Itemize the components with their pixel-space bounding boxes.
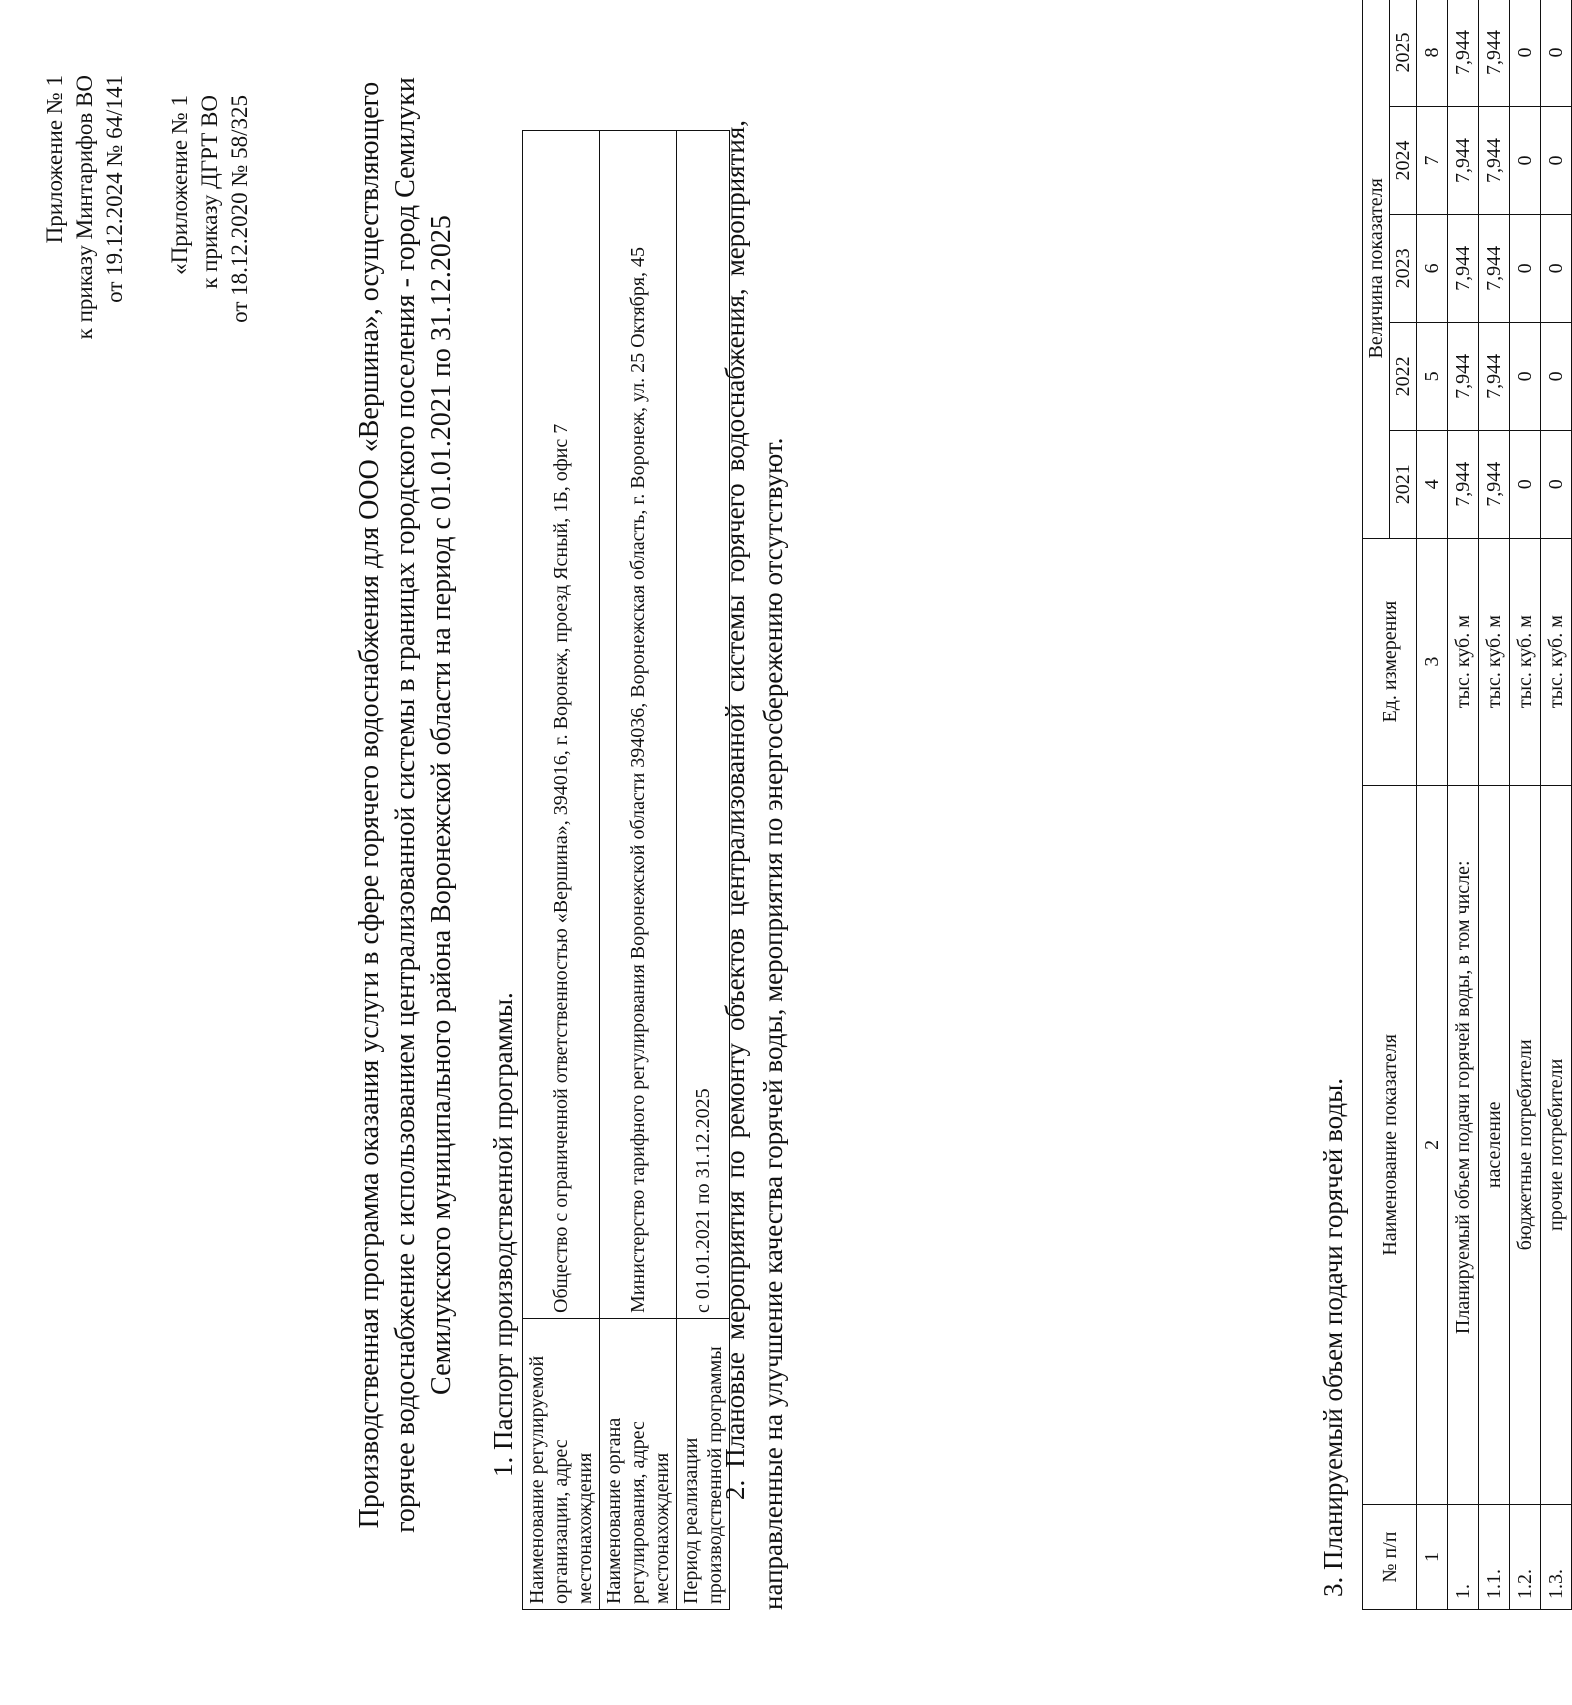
section-1-heading: 1. Паспорт производственной программы.: [488, 992, 518, 1477]
row-num: 1.2.: [1510, 1505, 1541, 1610]
row-unit: тыс. куб. м: [1448, 538, 1479, 785]
section-3-heading: 3. Планируемый объем подачи горячей воды.: [1318, 1078, 1348, 1597]
row-value: 0: [1541, 214, 1572, 322]
row-value: 7,944: [1479, 322, 1510, 430]
passport-table: [522, 130, 730, 1610]
passport-row: [523, 131, 600, 1610]
row-value: 7,944: [1479, 0, 1510, 106]
row-value: 7,944: [1448, 322, 1479, 430]
passport-row: [600, 131, 677, 1610]
header-name: Наименование показателя: [1363, 785, 1417, 1505]
row-num: 1.: [1448, 1505, 1479, 1610]
row-unit: тыс. куб. м: [1479, 538, 1510, 785]
row-value: 0: [1510, 214, 1541, 322]
column-index: 3: [1417, 538, 1448, 785]
table-row: [1510, 0, 1541, 1610]
row-value: 7,944: [1479, 106, 1510, 214]
passport-label: Наименование органа регулирования, адрес местонахождения: [600, 1319, 677, 1610]
approval-1-line-3: от 19.12.2024 № 64/141: [102, 75, 127, 303]
row-value: 7,944: [1448, 0, 1479, 106]
row-value: 0: [1510, 106, 1541, 214]
passport-value: Общество с ограниченной ответственностью «Вершина», 394016, г. Воронеж, проезд Ясный, 1Б, офис 7: [523, 131, 600, 1319]
column-index: 4: [1417, 430, 1448, 538]
column-index: 2: [1417, 785, 1448, 1505]
header-year: 2024: [1390, 106, 1417, 214]
row-value: 0: [1541, 322, 1572, 430]
table-row: [1448, 0, 1479, 1610]
row-value: 7,944: [1479, 430, 1510, 538]
approval-2-line-1: «Приложение № 1: [167, 95, 192, 275]
row-value: 0: [1510, 322, 1541, 430]
passport-label: Период реализации производственной программы: [677, 1319, 730, 1610]
header-year: 2022: [1390, 322, 1417, 430]
title-line-1: Производственная программа оказания услуги в сфере горячего водоснабжения для ООО «Вершина», осуществляющего: [354, 81, 385, 1529]
water-volume-table: [1362, 0, 1572, 1610]
header-year: 2021: [1390, 430, 1417, 538]
row-value: 0: [1541, 430, 1572, 538]
column-index: 6: [1417, 214, 1448, 322]
header-year: 2023: [1390, 214, 1417, 322]
approval-reference-2: [165, 95, 255, 555]
header-year: 2025: [1390, 0, 1417, 106]
row-unit: тыс. куб. м: [1510, 538, 1541, 785]
passport-label: Наименование регулируемой организации, адрес местонахождения: [523, 1319, 600, 1610]
approval-reference-1: [40, 75, 130, 505]
header-value-group: Величина показателя: [1363, 0, 1390, 538]
table-header-row: [1363, 0, 1390, 1610]
approval-1-line-1: Приложение № 1: [42, 75, 67, 244]
row-num: 1.3.: [1541, 1505, 1572, 1610]
approval-2-line-3: от 18.12.2020 № 58/325: [227, 95, 252, 323]
column-index: 1: [1417, 1505, 1448, 1610]
column-index: 8: [1417, 0, 1448, 106]
title-line-3: Семилукского муниципального района Воронежской области на период с 01.01.2021 по 31.12.2025: [426, 215, 457, 1395]
row-name: прочие потребители: [1541, 785, 1572, 1505]
row-value: 7,944: [1479, 214, 1510, 322]
title-line-2: горячее водоснабжение с использованием централизованной системы в границах городского поселения - город Семилуки: [390, 77, 421, 1533]
table-row: [1541, 0, 1572, 1610]
row-value: 7,944: [1448, 214, 1479, 322]
approval-1-line-2: к приказу Минтарифов ВО: [72, 75, 97, 340]
column-index-row: [1417, 0, 1448, 1610]
approval-2-line-2: к приказу ДГРТ ВО: [197, 95, 222, 289]
row-unit: тыс. куб. м: [1541, 538, 1572, 785]
row-name: население: [1479, 785, 1510, 1505]
row-value: 0: [1541, 106, 1572, 214]
row-name: бюджетные потребители: [1510, 785, 1541, 1505]
header-unit: Ед. измерения: [1363, 538, 1417, 785]
passport-value: с 01.01.2021 по 31.12.2025: [677, 131, 730, 1319]
passport-value: Министерство тарифного регулирования Воронежской области 394036, Воронежская область, г. Воронеж, ул. 25 Октября, 45: [600, 131, 677, 1319]
row-value: 0: [1541, 0, 1572, 106]
row-value: 7,944: [1448, 106, 1479, 214]
column-index: 5: [1417, 322, 1448, 430]
header-num: № п/п: [1363, 1505, 1417, 1610]
table-row: [1479, 0, 1510, 1610]
row-value: 0: [1510, 0, 1541, 106]
row-value: 0: [1510, 430, 1541, 538]
row-num: 1.1.: [1479, 1505, 1510, 1610]
row-value: 7,944: [1448, 430, 1479, 538]
row-name: Планируемый объем подачи горячей воды, в том числе:: [1448, 785, 1479, 1505]
section-2-text: 2. Плановые мероприятия по ремонту объектов централизованной системы горячего водоснабжения, мероприятия, направленные на улучшение качества горячей воды, мероприятия по энергосбережению отсутствуют.: [720, 120, 788, 1610]
column-index: 7: [1417, 106, 1448, 214]
document-title: [352, 5, 460, 1605]
